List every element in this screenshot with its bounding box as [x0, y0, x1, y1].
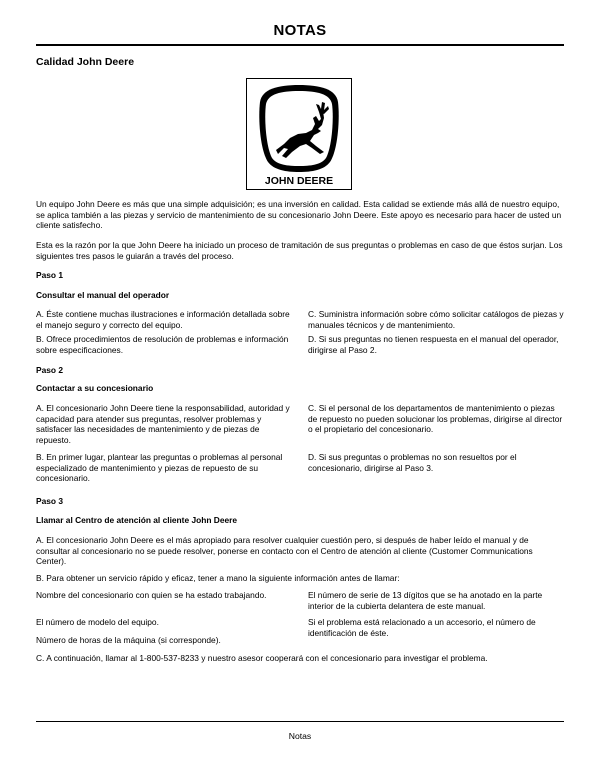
step1-label: Paso 1 [36, 270, 64, 280]
page-header-title: NOTAS [273, 22, 327, 39]
step2-label: Paso 2 [36, 365, 64, 375]
step3-label: Paso 3 [36, 496, 64, 506]
step3-item-a: A. El concesionario John Deere es el más apropiado para resolver cualquier cuestión pero, si después de haber leído el manual y de consultar al concesionario no se puede resolver, ponerse en contacto con el Centro de atención al cliente (Customer Communications Center). [36, 535, 533, 567]
step1-item-c: C. Suministra información sobre cómo solicitar catálogos de piezas y manuales técnicos y de mantenimiento. [308, 309, 564, 330]
section-title: Calidad John Deere [36, 56, 135, 68]
step3-info-serial-number: El número de serie de 13 dígitos que se ha anotado en la parte interior de la cubierta delantera de este manual. [308, 590, 543, 611]
step1-item-b: B. Ofrece procedimientos de resolución de problemas e información sobre especificaciones. [36, 334, 289, 355]
intro-paragraph-2: Esta es la razón por la que John Deere ha iniciado un proceso de tramitación de sus preguntas o problemas en caso de que éstos surjan. Los siguientes tres pasos le guiarán a través del proceso. [36, 240, 563, 261]
header-rule [36, 44, 564, 46]
page-footer: Notas [288, 731, 312, 741]
step1-item-d: D. Si sus preguntas no tienen respuesta en el manual del operador, dirigirse al Paso 2. [308, 334, 559, 355]
step2-item-d: D. Si sus preguntas o problemas no son resueltos por el concesionario, dirigirse al Paso 3. [308, 452, 517, 473]
step2-item-b: B. En primer lugar, plantear las preguntas o problemas al personal especializado de mantenimiento y piezas de repuesto de su concesionario. [36, 452, 283, 484]
step3-info-dealer-name: Nombre del concesionario con quien se ha estado trabajando. [36, 590, 267, 600]
intro-paragraph-1: Un equipo John Deere es más que una simple adquisición; es una inversión en calidad. Esta calidad se extiende más allá de nuestro equipo, se aplica también a las piezas y servicio de mantenimiento de su concesionario John Deere. Este apoyo es necesario para hacer de usted un cliente satisfecho. [36, 199, 562, 231]
step3-info-model-number: El número de modelo del equipo. [36, 617, 159, 627]
step3-info-attachment-id: Si el problema está relacionado a un accesorio, el número de identificación de éste. [308, 617, 536, 638]
footer-rule [36, 721, 564, 722]
step3-item-b: B. Para obtener un servicio rápido y eficaz, tener a mano la siguiente información antes de llamar: [36, 573, 400, 583]
step1-heading: Consultar el manual del operador [36, 290, 170, 300]
step1-item-a: A. Éste contiene muchas ilustraciones e información detallada sobre el manejo seguro y correcto del equipo. [36, 309, 290, 330]
step3-heading: Llamar al Centro de atención al cliente John Deere [36, 515, 238, 525]
step2-item-a: A. El concesionario John Deere tiene la responsabilidad, autoridad y capacidad para atender sus preguntas, resolver problemas y satisfacer las necesidades de mantenimiento y de piezas de repuesto. [36, 403, 290, 445]
step3-item-c: C. A continuación, llamar al 1-800-537-8233 y nuestro asesor cooperará con el concesionario para investigar el problema. [36, 653, 488, 663]
step2-heading: Contactar a su concesionario [36, 383, 154, 393]
step3-info-machine-hours: Número de horas de la máquina (si corresponde). [36, 635, 221, 645]
step2-item-c: C. Si el personal de los departamentos de mantenimiento o piezas de repuesto no pueden solucionar los problemas, dirigirse al director o el propietario del concesionario. [308, 403, 563, 435]
logo-wordmark: JOHN DEERE [264, 175, 334, 187]
page [36, 0, 564, 776]
john-deere-logo [246, 78, 352, 190]
